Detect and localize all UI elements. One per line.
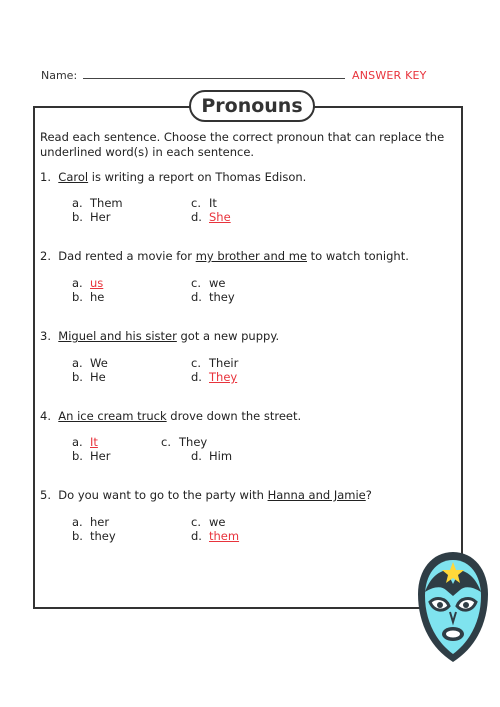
worksheet-title: Pronouns bbox=[189, 90, 315, 122]
option-1b[interactable] bbox=[72, 210, 110, 224]
option-text: He bbox=[90, 370, 106, 384]
option-text: Them bbox=[90, 196, 123, 210]
option-label: b. bbox=[72, 290, 83, 304]
question-2 bbox=[40, 249, 409, 263]
option-label: d. bbox=[191, 449, 202, 463]
option-text: he bbox=[90, 290, 105, 304]
question-underlined: Hanna and Jamie bbox=[267, 488, 366, 502]
instructions: Read each sentence. Choose the correct pronoun that can replace the underlined word(s) in each sentence. bbox=[40, 130, 445, 159]
option-3c[interactable] bbox=[191, 356, 238, 370]
option-label: d. bbox=[191, 290, 202, 304]
option-label: c. bbox=[191, 196, 201, 210]
name-label: Name: bbox=[41, 69, 78, 82]
question-number: 5. bbox=[40, 488, 51, 502]
question-5 bbox=[40, 488, 372, 502]
option-5a[interactable] bbox=[72, 515, 109, 529]
option-text: We bbox=[90, 356, 108, 370]
answer-text: us bbox=[90, 276, 104, 290]
question-number: 4. bbox=[40, 409, 51, 423]
worksheet-content bbox=[40, 130, 460, 543]
option-label: a. bbox=[72, 196, 83, 210]
question-post: drove down the street. bbox=[166, 409, 302, 423]
option-label: a. bbox=[72, 276, 83, 290]
option-3b[interactable] bbox=[72, 370, 106, 384]
option-4b[interactable] bbox=[72, 449, 110, 463]
option-text: they bbox=[209, 290, 235, 304]
option-3a[interactable] bbox=[72, 356, 108, 370]
option-4c[interactable] bbox=[161, 435, 207, 449]
option-text: Him bbox=[209, 449, 233, 463]
option-4d[interactable] bbox=[191, 449, 232, 463]
answer-text: They bbox=[209, 370, 238, 384]
name-row bbox=[41, 69, 345, 82]
option-label: d. bbox=[191, 529, 202, 543]
option-label: c. bbox=[191, 276, 201, 290]
option-text: It bbox=[209, 196, 217, 210]
question-3 bbox=[40, 329, 279, 343]
option-text: Their bbox=[209, 356, 239, 370]
question-post: got a new puppy. bbox=[176, 329, 280, 343]
question-post: to watch tonight. bbox=[307, 249, 409, 263]
answer-key-label: ANSWER KEY bbox=[352, 69, 427, 82]
option-label: a. bbox=[72, 356, 83, 370]
option-1a[interactable] bbox=[72, 196, 123, 210]
answer-text: them bbox=[209, 529, 240, 543]
option-label: b. bbox=[72, 449, 83, 463]
option-label: d. bbox=[191, 210, 202, 224]
question-pre: Dad rented a movie for bbox=[58, 249, 196, 263]
question-pre: Do you want to go to the party with bbox=[58, 488, 268, 502]
question-underlined: Miguel and his sister bbox=[58, 329, 177, 343]
option-text: Her bbox=[90, 210, 111, 224]
option-label: d. bbox=[191, 370, 202, 384]
option-text: they bbox=[90, 529, 116, 543]
option-text: we bbox=[209, 515, 226, 529]
option-label: b. bbox=[72, 370, 83, 384]
option-5d[interactable] bbox=[191, 529, 239, 543]
option-text: Her bbox=[90, 449, 111, 463]
option-label: b. bbox=[72, 210, 83, 224]
option-text: her bbox=[90, 515, 110, 529]
option-text: we bbox=[209, 276, 226, 290]
luchador-mask-icon bbox=[412, 550, 494, 668]
option-2c[interactable] bbox=[191, 276, 225, 290]
question-post: is writing a report on Thomas Edison. bbox=[88, 170, 307, 184]
option-label: a. bbox=[72, 435, 83, 449]
option-2d[interactable] bbox=[191, 290, 235, 304]
question-underlined: An ice cream truck bbox=[58, 409, 167, 423]
option-label: a. bbox=[72, 515, 83, 529]
option-1d[interactable] bbox=[191, 210, 231, 224]
option-label: c. bbox=[191, 515, 201, 529]
question-number: 2. bbox=[40, 249, 51, 263]
option-label: c. bbox=[161, 435, 171, 449]
option-label: c. bbox=[191, 356, 201, 370]
question-post: ? bbox=[365, 488, 372, 502]
option-text: They bbox=[179, 435, 208, 449]
option-5c[interactable] bbox=[191, 515, 225, 529]
name-line[interactable] bbox=[83, 69, 345, 79]
question-number: 1. bbox=[40, 170, 51, 184]
option-3d[interactable] bbox=[191, 370, 237, 384]
option-label: b. bbox=[72, 529, 83, 543]
answer-text: It bbox=[90, 435, 98, 449]
option-1c[interactable] bbox=[191, 196, 217, 210]
option-5b[interactable] bbox=[72, 529, 116, 543]
option-2a[interactable] bbox=[72, 276, 103, 290]
question-4 bbox=[40, 409, 301, 423]
option-2b[interactable] bbox=[72, 290, 104, 304]
question-underlined: my brother and me bbox=[195, 249, 307, 263]
question-number: 3. bbox=[40, 329, 51, 343]
question-underlined: Carol bbox=[58, 170, 89, 184]
answer-text: She bbox=[209, 210, 231, 224]
option-4a[interactable] bbox=[72, 435, 98, 449]
question-1 bbox=[40, 170, 306, 184]
